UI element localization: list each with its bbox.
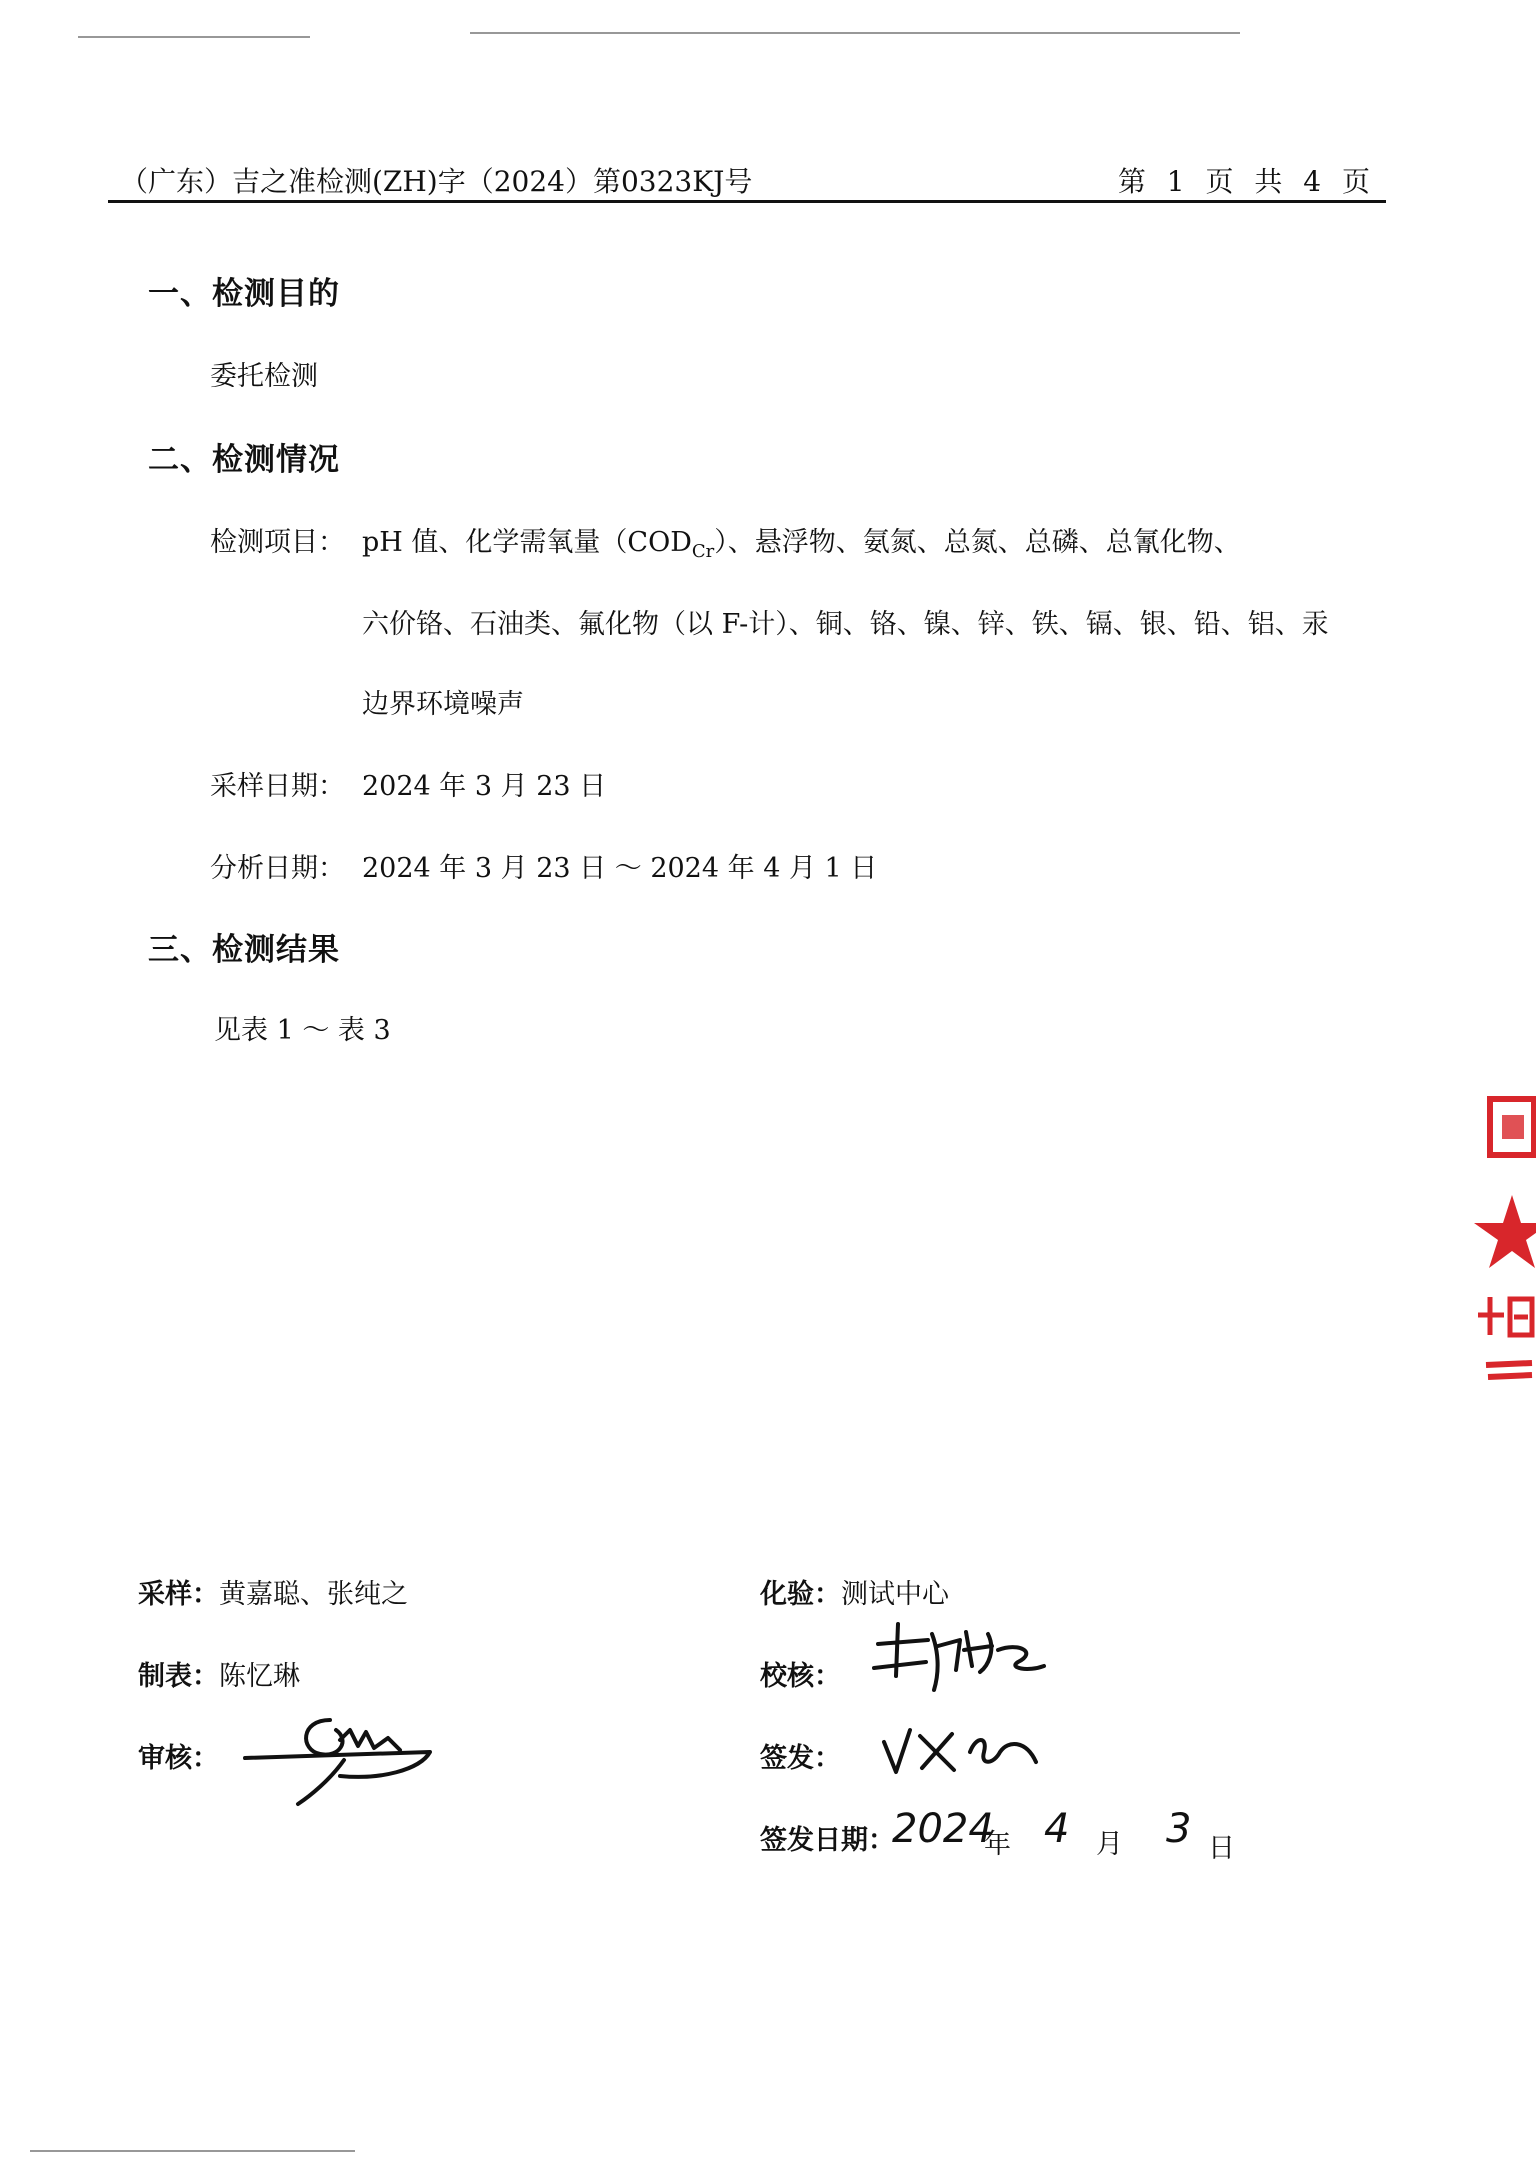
lab-name: 测试中心 bbox=[841, 1579, 949, 1610]
issuer-row bbox=[760, 1736, 841, 1775]
items-line-1-sub: Cr bbox=[691, 541, 715, 562]
reviewer-label: 审核： bbox=[138, 1743, 219, 1774]
issue-year-handwritten: 2024 bbox=[892, 1806, 994, 1852]
analysis-date: 2024 年 3 月 23 日 ～ 2024 年 4 月 1 日 bbox=[362, 853, 878, 884]
issuer-label: 签发： bbox=[760, 1743, 841, 1774]
reviewer-row bbox=[138, 1736, 219, 1775]
year-unit: 年 bbox=[984, 1829, 1011, 1860]
sampler-names: 黄嘉聪、张纯之 bbox=[219, 1579, 408, 1610]
sampler-row bbox=[138, 1572, 408, 1611]
tabulator-label: 制表： bbox=[138, 1661, 219, 1692]
issue-day-handwritten: 3 bbox=[1166, 1806, 1192, 1852]
items-label: 检测项目： bbox=[210, 527, 345, 558]
issuer-signature bbox=[876, 1712, 1046, 1782]
checker-signature bbox=[868, 1610, 1048, 1700]
lab-row bbox=[760, 1572, 949, 1611]
reviewer-signature bbox=[240, 1700, 440, 1810]
tabulator-row bbox=[138, 1654, 300, 1693]
checker-row bbox=[760, 1654, 841, 1693]
sampler-label: 采样： bbox=[138, 1579, 219, 1610]
issue-month-handwritten: 4 bbox=[1044, 1806, 1070, 1852]
scan-line-top-center bbox=[470, 32, 1240, 34]
header-rule bbox=[108, 200, 1386, 203]
section-3-content: 见表 1 ～ 表 3 bbox=[214, 1015, 391, 1046]
items-line-3: 边界环境噪声 bbox=[362, 689, 524, 720]
items-line-1 bbox=[362, 520, 1241, 562]
section-1-title: 一、检测目的 bbox=[148, 276, 340, 312]
items-line-1-pre: pH 值、化学需氧量（COD bbox=[362, 527, 692, 558]
month-unit: 月 bbox=[1096, 1829, 1123, 1860]
scan-line-top-left bbox=[78, 36, 310, 38]
page-info: 第 1 页 共 4 页 bbox=[1117, 165, 1376, 198]
sampling-date: 2024 年 3 月 23 日 bbox=[362, 771, 607, 802]
day-unit: 日 bbox=[1208, 1833, 1235, 1864]
items-line-2: 六价铬、石油类、氟化物（以 F-计）、铜、铬、镍、锌、铁、镉、银、铅、铝、汞 bbox=[362, 609, 1329, 640]
section-3-title: 三、检测结果 bbox=[148, 932, 340, 968]
analysis-label: 分析日期： bbox=[210, 853, 345, 884]
section-2-title: 二、检测情况 bbox=[148, 442, 340, 478]
lab-label: 化验： bbox=[760, 1579, 841, 1610]
issue-date-label: 签发日期： bbox=[760, 1825, 895, 1856]
sampling-label: 采样日期： bbox=[210, 771, 345, 802]
red-seal-stamp bbox=[1466, 1085, 1536, 1395]
scan-line-bottom bbox=[30, 2150, 355, 2152]
report-number: （广东）吉之准检测(ZH)字（2024）第0323KJ号 bbox=[120, 165, 753, 198]
section-1-content: 委托检测 bbox=[210, 361, 318, 392]
items-line-1-post: ）、悬浮物、氨氮、总氮、总磷、总氰化物、 bbox=[714, 527, 1241, 558]
issue-date-row bbox=[760, 1818, 895, 1857]
checker-label: 校核： bbox=[760, 1661, 841, 1692]
seal-graphic bbox=[1466, 1085, 1536, 1395]
tabulator-name: 陈忆琳 bbox=[219, 1661, 300, 1692]
